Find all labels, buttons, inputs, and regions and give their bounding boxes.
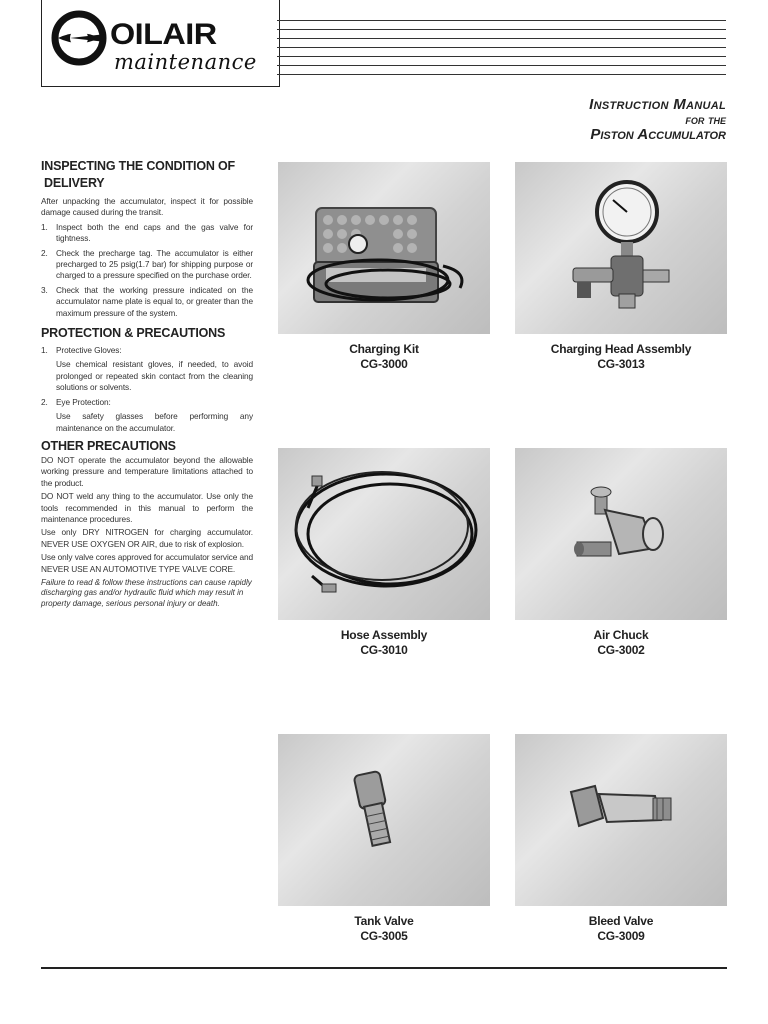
header-rules [277, 20, 726, 83]
product-name: Hose Assembly [340, 628, 428, 642]
product-name: Air Chuck [593, 628, 649, 642]
product-caption [515, 342, 727, 372]
brand-logo [41, 0, 280, 87]
product-name: Tank Valve [354, 914, 414, 928]
list-item: 1. Protective Gloves: [41, 345, 122, 356]
product-name: Bleed Valve [588, 914, 654, 928]
document-title [589, 96, 726, 143]
instructions-column [41, 158, 253, 609]
list-item: 3. Check that the working pressure indicated on the accumulator name plate is equal to, or greater than the maximum pressure of the system. [41, 284, 253, 318]
product-caption [278, 342, 490, 372]
bleed-valve-photo [515, 734, 727, 906]
product-name: Charging Head Assembly [550, 342, 692, 356]
other-heading: OTHER PRECAUTIONS [41, 438, 176, 453]
title-line-1: Instruction Manual [589, 96, 726, 113]
eye-text: Use safety glasses before performing any maintenance on the accumulator. [56, 411, 253, 433]
footer-rule [41, 967, 727, 969]
other-p4: Use only valve cores approved for accumulator service and NEVER USE AN AUTOMOTIVE TYPE VALVE CORE. [41, 552, 253, 574]
other-p2: DO NOT weld any thing to the accumulator. Use only the tools recommended in this manual to perform the maintenance procedures. [41, 491, 253, 524]
product-code: CG-3005 [360, 929, 408, 943]
product-caption [515, 914, 727, 944]
other-p1: DO NOT operate the accumulator beyond the allowable working pressure and temperature limitations attached to the product. [41, 454, 253, 488]
inspecting-intro: After unpacking the accumulator, inspect it for possible damage caused during the transit. [41, 196, 253, 218]
brand-name: OILAIR [110, 18, 217, 51]
list-item: 1. Inspect both the end caps and the gas valve for tightness. [41, 221, 253, 244]
brand-sub: maintenance [114, 50, 257, 74]
title-line-2: for the [685, 112, 726, 127]
product-caption [515, 628, 727, 658]
product-caption [278, 628, 490, 658]
product-code: CG-3002 [597, 643, 645, 657]
charging-kit-photo [278, 162, 490, 334]
protection-heading: PROTECTION & PRECAUTIONS [41, 326, 226, 341]
product-code: CG-3009 [597, 929, 645, 943]
inspecting-heading-1: INSPECTING THE CONDITION OF [41, 159, 235, 173]
gloves-text: Use chemical resistant gloves, if needed, to avoid prolonged or repeated skin contact from the cleaning solutions or solvents. [56, 359, 253, 393]
hose-assembly-photo [278, 448, 490, 620]
other-p3: Use only DRY NITROGEN for charging accumulator. NEVER USE OXYGEN OR AIR, due to risk of explosion. [41, 527, 253, 549]
product-code: CG-3013 [597, 357, 645, 371]
list-item: 2. Eye Protection: [41, 396, 111, 407]
charging-head-photo [515, 162, 727, 334]
title-line-3: Piston Accumulator [590, 126, 726, 143]
air-chuck-photo [515, 448, 727, 620]
oilair-swirl-icon [48, 8, 110, 70]
product-name: Charging Kit [349, 342, 419, 356]
inspecting-heading-2: DELIVERY [44, 176, 105, 190]
warning-text: Failure to read & follow these instructions can cause rapidly discharging gas and/or hydraulic fluid which may result in property damage, serious personal injury or death. [41, 577, 252, 608]
product-code: CG-3010 [360, 643, 408, 657]
list-item: 2. Check the precharge tag. The accumulator is either precharged to 25 psig(1.7 bar) for shipping purpose or charged to a pressure specified on the purchase order. [41, 247, 253, 281]
tank-valve-photo [278, 734, 490, 906]
product-caption [278, 914, 490, 944]
product-code: CG-3000 [360, 357, 408, 371]
